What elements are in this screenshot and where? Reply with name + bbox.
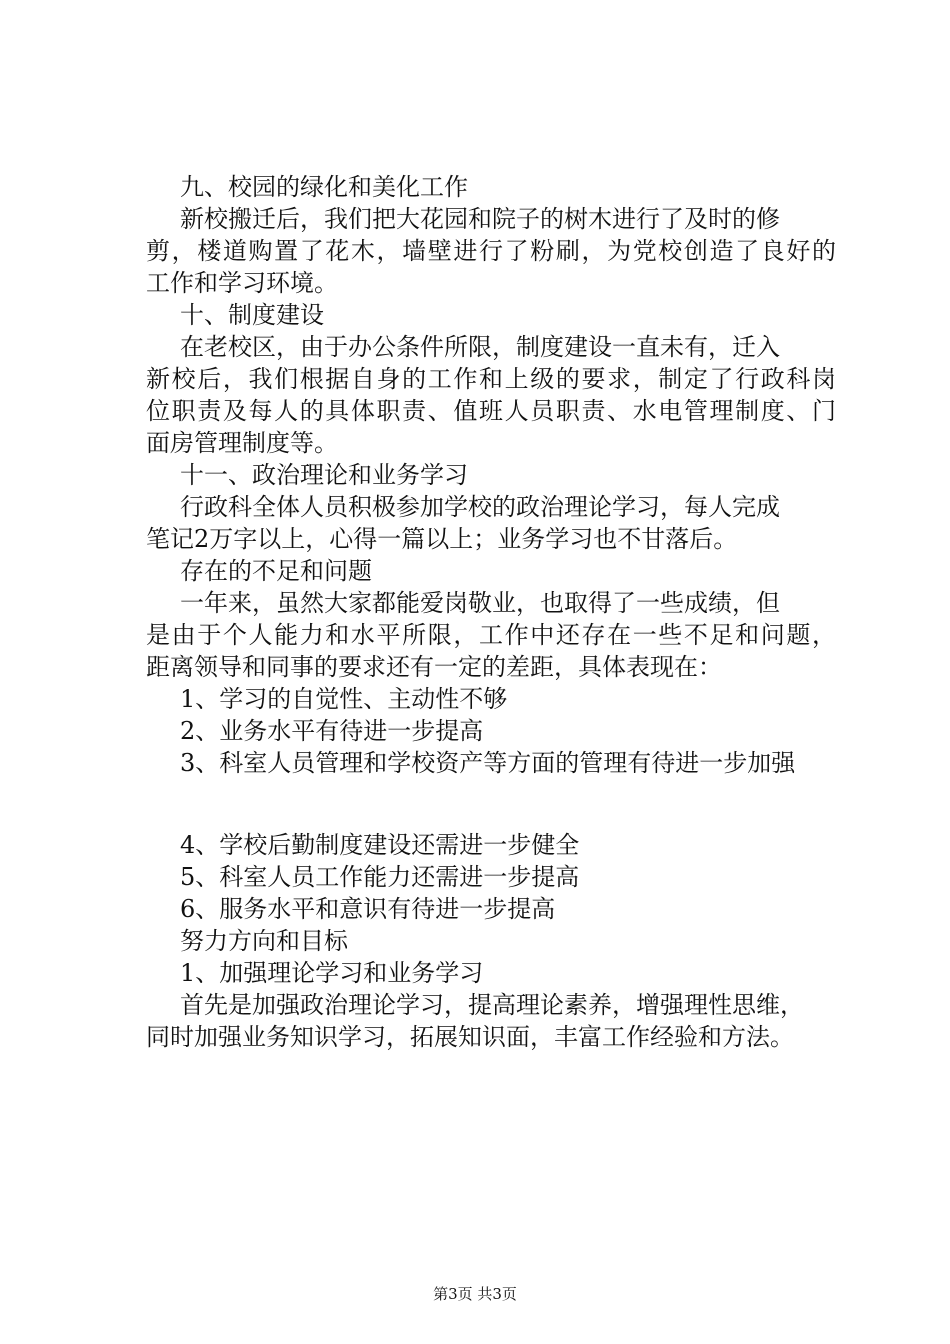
paragraph-line: 是由于个人能力和水平所限，工作中还存在一些不足和问题， xyxy=(146,621,836,649)
paragraph-line: 新校搬迁后，我们把大花园和院子的树木进行了及时的修 xyxy=(180,205,780,233)
section-heading-goals: 努力方向和目标 xyxy=(180,927,348,955)
blank-line xyxy=(146,779,836,829)
list-item: 2、业务水平有待进一步提高 xyxy=(180,717,484,745)
page-number: 第3页 共3页 xyxy=(433,1285,517,1303)
list-item: 1、加强理论学习和业务学习 xyxy=(180,959,484,987)
list-item: 5、科室人员工作能力还需进一步提高 xyxy=(180,863,580,891)
paragraph-line: 工作和学习环境。 xyxy=(146,269,338,297)
paragraph-line: 剪，楼道购置了花木，墙壁进行了粉刷，为党校创造了良好的 xyxy=(146,237,836,265)
list-item: 3、科室人员管理和学校资产等方面的管理有待进一步加强 xyxy=(180,749,796,777)
paragraph-line: 位职责及每人的具体职责、值班人员职责、水电管理制度、门 xyxy=(146,397,836,425)
document-body xyxy=(146,171,836,1053)
paragraph-line: 笔记2万字以上，心得一篇以上；业务学习也不甘落后。 xyxy=(146,525,738,553)
page-footer xyxy=(0,1284,950,1304)
paragraph-line: 首先是加强政治理论学习，提高理论素养，增强理性思维， xyxy=(180,991,804,1019)
section-heading-11: 十一、政治理论和业务学习 xyxy=(180,461,468,489)
paragraph-line: 一年来，虽然大家都能爱岗敬业，也取得了一些成绩，但 xyxy=(180,589,780,617)
section-heading-9: 九、校园的绿化和美化工作 xyxy=(180,173,468,201)
section-heading-problems: 存在的不足和问题 xyxy=(180,557,372,585)
paragraph-line: 在老校区，由于办公条件所限，制度建设一直未有，迁入 xyxy=(180,333,780,361)
paragraph-line: 同时加强业务知识学习，拓展知识面，丰富工作经验和方法。 xyxy=(146,1023,794,1051)
paragraph-line: 面房管理制度等。 xyxy=(146,429,338,457)
list-item: 4、学校后勤制度建设还需进一步健全 xyxy=(180,831,580,859)
list-item: 1、学习的自觉性、主动性不够 xyxy=(180,685,508,713)
list-item: 6、服务水平和意识有待进一步提高 xyxy=(180,895,556,923)
section-heading-10: 十、制度建设 xyxy=(180,301,324,329)
paragraph-line: 距离领导和同事的要求还有一定的差距，具体表现在： xyxy=(146,653,722,681)
paragraph-line: 行政科全体人员积极参加学校的政治理论学习，每人完成 xyxy=(180,493,780,521)
paragraph-line: 新校后，我们根据自身的工作和上级的要求，制定了行政科岗 xyxy=(146,365,836,393)
